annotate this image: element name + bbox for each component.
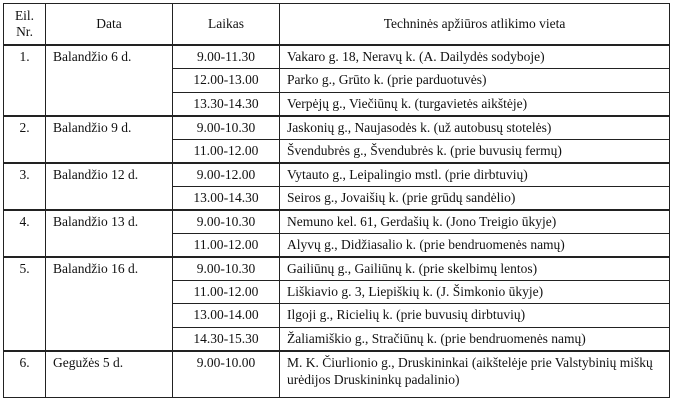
group-3 [4, 163, 670, 210]
table-row [4, 351, 670, 398]
row-time: 9.00-10.30 [173, 210, 280, 234]
row-place: Alyvų g., Didžiasalio k. (prie bendruomenės namų) [280, 233, 670, 257]
row-number: 5. [4, 257, 46, 351]
row-place: Vytauto g., Leipalingio mstl. (prie dirbtuvių) [280, 163, 670, 187]
row-place: Jaskonių g., Naujasodės k. (už autobusų stotelės) [280, 116, 670, 140]
row-date: Gegužės 5 d. [46, 351, 173, 398]
table-row [4, 163, 670, 187]
table-row [4, 210, 670, 234]
row-place: Verpėjų g., Viečiūnų k. (turgavietės aikštėje) [280, 92, 670, 116]
row-date: Balandžio 9 d. [46, 116, 173, 163]
row-number: 1. [4, 45, 46, 116]
table-row [4, 45, 670, 69]
row-place: Švendubrės g., Švendubrės k. (prie buvusių fermų) [280, 139, 670, 163]
row-place: Ilgoji g., Ricielių k. (prie buvusių dirbtuvių) [280, 304, 670, 328]
row-time: 9.00-10.30 [173, 116, 280, 140]
row-time: 14.30-15.30 [173, 327, 280, 351]
group-1 [4, 45, 670, 116]
row-date: Balandžio 13 d. [46, 210, 173, 257]
row-time: 13.00-14.00 [173, 304, 280, 328]
row-place: Parko g., Grūto k. (prie parduotuvės) [280, 69, 670, 93]
row-date: Balandžio 16 d. [46, 257, 173, 351]
header-time: Laikas [173, 4, 280, 46]
row-place: Žaliamiškio g., Stračiūnų k. (prie bendruomenės namų) [280, 327, 670, 351]
group-5 [4, 257, 670, 351]
header-row [4, 4, 670, 46]
row-time: 9.00-12.00 [173, 163, 280, 187]
row-date: Balandžio 6 d. [46, 45, 173, 116]
row-number: 4. [4, 210, 46, 257]
row-place: Vakaro g. 18, Neravų k. (A. Dailydės sodyboje) [280, 45, 670, 69]
table-header [4, 4, 670, 46]
table-row [4, 116, 670, 140]
row-time: 11.00-12.00 [173, 139, 280, 163]
row-place: Nemuno kel. 61, Gerdašių k. (Jono Treigio ūkyje) [280, 210, 670, 234]
header-date: Data [46, 4, 173, 46]
inspection-schedule-table [3, 3, 670, 398]
row-place: Gailiūnų g., Gailiūnų k. (prie skelbimų lentos) [280, 257, 670, 281]
header-place: Techninės apžiūros atlikimo vieta [280, 4, 670, 46]
table-row [4, 257, 670, 281]
row-time: 9.00-10.30 [173, 257, 280, 281]
row-number: 2. [4, 116, 46, 163]
group-2 [4, 116, 670, 163]
row-number: 6. [4, 351, 46, 398]
row-time: 11.00-12.00 [173, 233, 280, 257]
group-4 [4, 210, 670, 257]
row-place: Seiros g., Jovaišių k. (prie grūdų sandėlio) [280, 186, 670, 210]
row-time: 13.30-14.30 [173, 92, 280, 116]
row-number: 3. [4, 163, 46, 210]
row-time: 9.00-10.00 [173, 351, 280, 398]
row-time: 11.00-12.00 [173, 280, 280, 304]
row-time: 13.00-14.30 [173, 186, 280, 210]
header-nr: Eil. Nr. [4, 4, 46, 46]
row-time: 9.00-11.30 [173, 45, 280, 69]
row-place: M. K. Čiurlionio g., Druskininkai (aikštelėje prie Valstybinių miškų urėdijos Druskininkų padalinio) [280, 351, 670, 398]
row-place: Liškiavio g. 3, Liepiškių k. (J. Šimkonio ūkyje) [280, 280, 670, 304]
row-date: Balandžio 12 d. [46, 163, 173, 210]
group-6 [4, 351, 670, 398]
row-time: 12.00-13.00 [173, 69, 280, 93]
